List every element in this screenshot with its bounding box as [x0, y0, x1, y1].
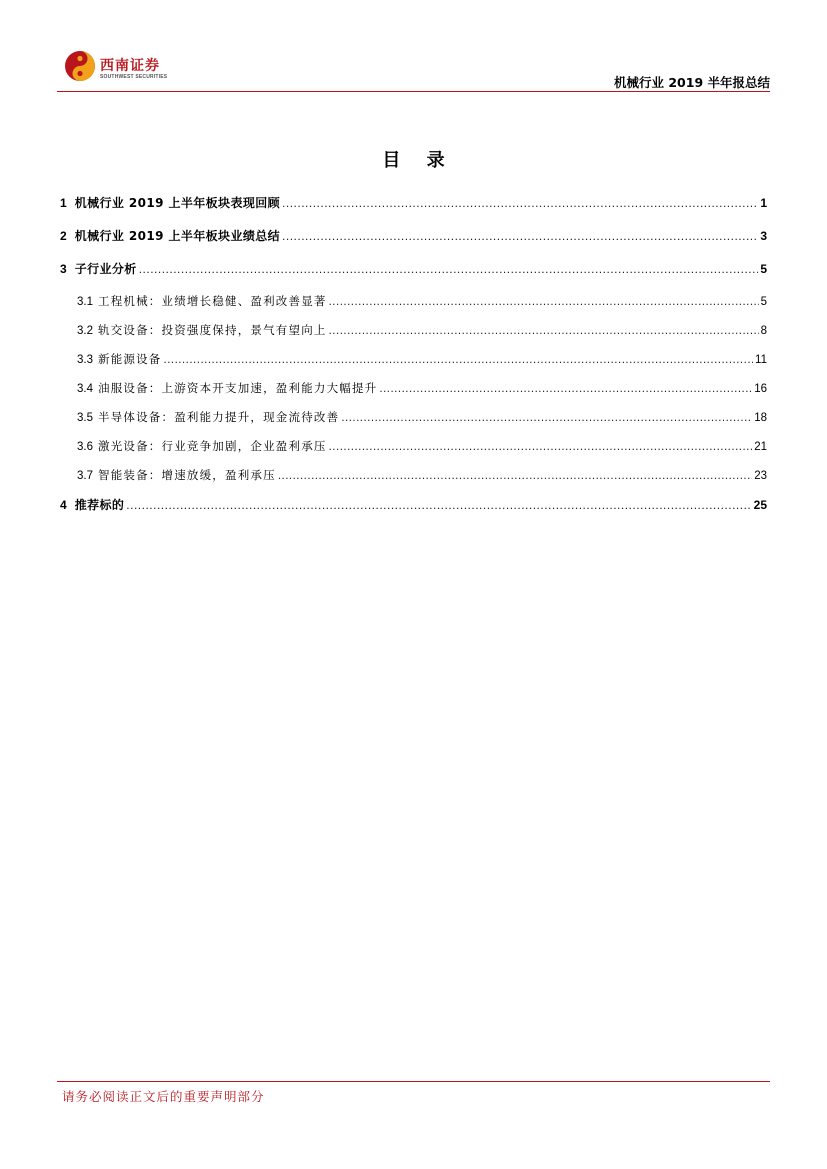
table-of-contents — [60, 194, 767, 529]
toc-entry-3-2[interactable] — [60, 322, 767, 351]
footer-divider — [57, 1081, 770, 1082]
toc-dot-leader — [341, 412, 752, 424]
toc-entry-1[interactable] — [60, 194, 767, 227]
toc-entry-title: 机械行业 2019 上半年板块业绩总结 — [74, 229, 281, 243]
toc-dot-leader — [164, 354, 754, 366]
header-divider — [57, 91, 770, 92]
toc-entry-number: 2 — [60, 229, 67, 243]
toc-dot-leader — [278, 470, 752, 482]
toc-entry-title: 子行业分析 — [74, 262, 137, 276]
toc-entry-page: 16 — [754, 383, 767, 395]
toc-entry-number: 1 — [60, 196, 67, 210]
toc-entry-number: 3.3 — [77, 354, 93, 366]
toc-entry-number: 3.6 — [77, 441, 93, 453]
logo-name-cn: 西南证券 — [100, 58, 160, 74]
footer-disclaimer: 请务必阅读正文后的重要声明部分 — [62, 1089, 265, 1104]
toc-entry-page: 1 — [760, 196, 767, 210]
toc-entry-3-3[interactable] — [60, 351, 767, 380]
toc-entry-number: 3.4 — [77, 383, 93, 395]
toc-entry-3-1[interactable] — [60, 293, 767, 322]
toc-entry-page: 5 — [760, 262, 767, 276]
toc-entry-number: 3.2 — [77, 325, 93, 337]
report-title: 机械行业 2019 半年报总结 — [614, 75, 770, 90]
toc-entry-page: 18 — [754, 412, 767, 424]
toc-entry-number: 4 — [60, 498, 67, 512]
toc-entry-page: 25 — [753, 498, 767, 512]
toc-entry-3-7[interactable] — [60, 467, 767, 496]
toc-entry-title: 智能装备：增速放缓，盈利承压 — [98, 468, 276, 482]
toc-entry-2[interactable] — [60, 227, 767, 260]
toc-entry-title: 油服设备：上游资本开支加速，盈利能力大幅提升 — [98, 381, 378, 395]
toc-entry-page: 21 — [754, 441, 767, 453]
logo-emblem-icon — [64, 50, 96, 82]
toc-entry-title: 半导体设备：盈利能力提升，现金流待改善 — [98, 410, 340, 424]
toc-entry-number: 3.5 — [77, 412, 93, 424]
toc-entry-title: 推荐标的 — [74, 498, 125, 512]
toc-dot-leader — [329, 325, 759, 337]
toc-entry-number: 3 — [60, 262, 67, 276]
toc-entry-page: 8 — [760, 325, 767, 337]
toc-entry-3[interactable] — [60, 260, 767, 293]
toc-dot-leader — [139, 262, 759, 276]
toc-heading: 目 录 — [382, 150, 455, 171]
toc-entry-page: 3 — [760, 229, 767, 243]
toc-entry-3-6[interactable] — [60, 438, 767, 467]
toc-entry-title: 轨交设备：投资强度保持，景气有望向上 — [98, 323, 327, 337]
company-logo — [64, 50, 174, 84]
toc-entry-number: 3.7 — [77, 470, 93, 482]
toc-dot-leader — [379, 383, 752, 395]
toc-entry-title: 新能源设备 — [98, 352, 162, 366]
toc-entry-page: 23 — [754, 470, 767, 482]
toc-entry-page: 11 — [755, 354, 767, 366]
toc-entry-number: 3.1 — [77, 296, 93, 308]
toc-entry-title: 机械行业 2019 上半年板块表现回顾 — [74, 196, 281, 210]
toc-entry-3-5[interactable] — [60, 409, 767, 438]
toc-dot-leader — [282, 196, 758, 210]
toc-entry-4[interactable] — [60, 496, 767, 529]
toc-entry-page: 5 — [760, 296, 767, 308]
toc-entry-title: 激光设备：行业竞争加剧，企业盈利承压 — [98, 439, 327, 453]
logo-name-en: SOUTHWEST SECURITIES — [100, 74, 168, 80]
toc-dot-leader — [282, 229, 758, 243]
toc-entry-3-4[interactable] — [60, 380, 767, 409]
toc-dot-leader — [126, 498, 751, 512]
toc-dot-leader — [329, 441, 753, 453]
toc-dot-leader — [329, 296, 759, 308]
toc-entry-title: 工程机械：业绩增长稳健、盈利改善显著 — [98, 294, 327, 308]
